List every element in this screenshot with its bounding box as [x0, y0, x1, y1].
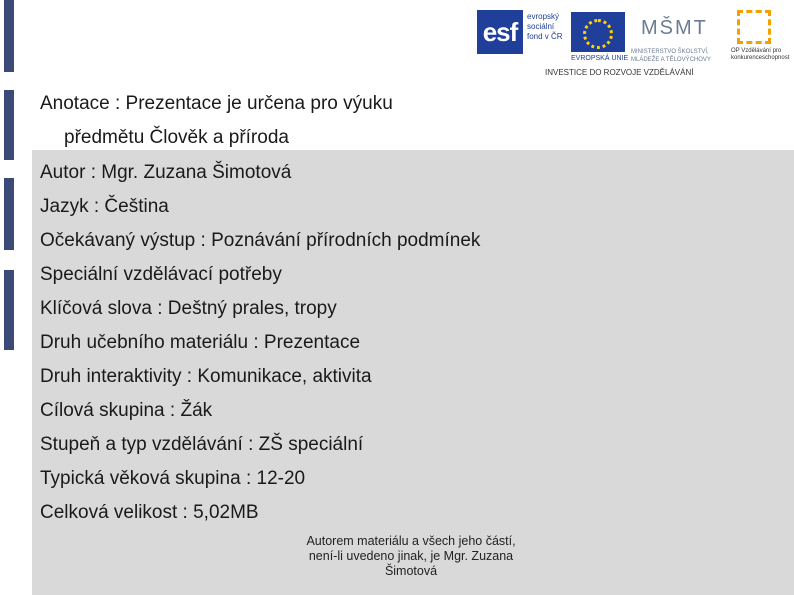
annotation-line: Anotace : Prezentace je určena pro výuku — [40, 93, 393, 114]
msmt-logo — [631, 10, 711, 64]
metadata-list — [40, 88, 780, 530]
eu-stars-icon — [583, 19, 613, 49]
annotation-continuation: předmětu Člověk a příroda — [64, 127, 289, 148]
special-needs-line: Speciální vzdělávací potřeby — [40, 264, 282, 285]
interactivity-line: Druh interaktivity : Komunikace, aktivita — [40, 366, 372, 387]
accent-segment — [4, 270, 14, 350]
eu-text: EVROPSKÁ UNIE — [571, 55, 629, 62]
accent-segment — [4, 90, 14, 160]
target-group-line: Cílová skupina : Žák — [40, 400, 213, 421]
op-text: OP Vzdělávání pro konkurenceschopnost — [731, 48, 790, 61]
logo-strip — [475, 6, 790, 84]
keywords-line: Klíčová slova : Deštný prales, tropy — [40, 298, 337, 319]
accent-segment — [4, 0, 14, 72]
esf-logo — [477, 10, 567, 64]
accent-segment — [4, 178, 14, 250]
msmt-mark: MŠMT — [641, 17, 708, 39]
op-frame-icon — [737, 10, 771, 44]
eu-logo — [571, 10, 629, 64]
esf-mark: esf — [477, 10, 523, 54]
language-line: Jazyk : Čeština — [40, 196, 169, 217]
author-line: Autor : Mgr. Zuzana Šimotová — [40, 162, 292, 183]
outcome-line: Očekávaný výstup : Poznávání přírodních podmínek — [40, 230, 481, 251]
material-type-line: Druh učebního materiálu : Prezentace — [40, 332, 361, 353]
authorship-note: Autorem materiálu a všech jeho částí, není-li uvedeno jinak, je Mgr. Zuzana Šimotová — [306, 534, 516, 578]
total-size-line: Celková velikost : 5,02MB — [40, 502, 259, 523]
esf-text: evropský sociální fond v ČR — [527, 12, 563, 41]
msmt-text: MINISTERSTVO ŠKOLSTVÍ, MLÁDEŽE A TĚLOVÝCHOVY — [631, 49, 711, 63]
op-logo — [731, 10, 790, 64]
age-group-line: Typická věková skupina : 12-20 — [40, 468, 306, 489]
eu-flag-icon — [571, 12, 625, 52]
logo-tagline: INVESTICE DO ROZVOJE VZDĚLÁVÁNÍ — [545, 68, 694, 77]
education-level-line: Stupeň a typ vzdělávání : ZŠ speciální — [40, 434, 364, 455]
